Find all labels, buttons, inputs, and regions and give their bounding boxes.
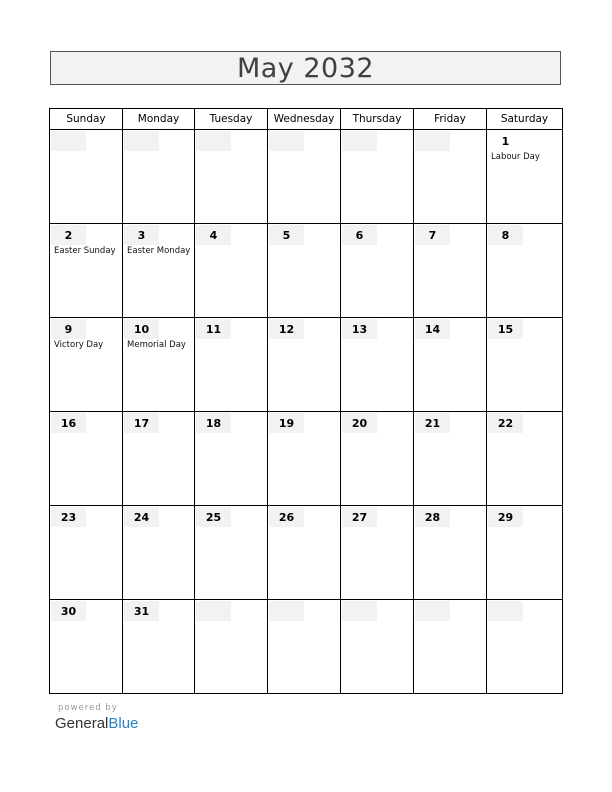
calendar-week-row [50, 412, 563, 506]
day-number: 11 [196, 319, 231, 339]
day-number [342, 131, 377, 151]
day-number: 10 [124, 319, 159, 339]
calendar-week-row [50, 130, 563, 224]
day-number: 18 [196, 413, 231, 433]
weekday-header: Thursday [341, 109, 414, 130]
day-number: 20 [342, 413, 377, 433]
weekday-header: Tuesday [195, 109, 268, 130]
day-number: 16 [51, 413, 86, 433]
day-cell [341, 412, 414, 506]
day-cell [414, 130, 487, 224]
day-number: 5 [269, 225, 304, 245]
day-cell [414, 412, 487, 506]
day-cell [341, 506, 414, 600]
day-number [488, 601, 523, 621]
holiday-label: Easter Monday [127, 246, 191, 256]
day-cell [487, 130, 563, 224]
day-cell [123, 224, 195, 318]
weekday-header: Saturday [487, 109, 563, 130]
weekday-header: Friday [414, 109, 487, 130]
holiday-label: Labour Day [491, 152, 540, 162]
day-cell [195, 224, 268, 318]
calendar-grid [49, 108, 563, 694]
day-number: 27 [342, 507, 377, 527]
day-number: 4 [196, 225, 231, 245]
day-cell [195, 600, 268, 694]
brand-blue: Blue [108, 715, 139, 732]
day-cell [195, 506, 268, 600]
weekday-header: Sunday [50, 109, 123, 130]
weekday-header: Wednesday [268, 109, 341, 130]
day-number: 26 [269, 507, 304, 527]
day-number [196, 131, 231, 151]
holiday-label: Victory Day [54, 340, 104, 350]
day-cell [268, 412, 341, 506]
calendar-week-row [50, 600, 563, 694]
calendar-week-row [50, 506, 563, 600]
holiday-label: Memorial Day [127, 340, 186, 350]
day-number: 7 [415, 225, 450, 245]
day-cell [341, 318, 414, 412]
day-cell [414, 224, 487, 318]
day-number: 2 [51, 225, 86, 245]
day-cell [268, 318, 341, 412]
day-cell [123, 600, 195, 694]
day-number: 9 [51, 319, 86, 339]
day-number: 6 [342, 225, 377, 245]
day-number: 14 [415, 319, 450, 339]
day-cell [487, 600, 563, 694]
day-cell [123, 412, 195, 506]
day-number: 24 [124, 507, 159, 527]
day-number [124, 131, 159, 151]
holiday-label: Easter Sunday [54, 246, 116, 256]
day-number: 31 [124, 601, 159, 621]
day-cell [414, 600, 487, 694]
day-number: 30 [51, 601, 86, 621]
day-cell [123, 130, 195, 224]
day-number: 8 [488, 225, 523, 245]
day-number: 28 [415, 507, 450, 527]
day-number: 21 [415, 413, 450, 433]
day-cell [268, 224, 341, 318]
day-number: 12 [269, 319, 304, 339]
day-cell [195, 412, 268, 506]
day-number: 13 [342, 319, 377, 339]
day-cell [487, 412, 563, 506]
day-cell [50, 600, 123, 694]
day-number: 15 [488, 319, 523, 339]
day-cell [50, 412, 123, 506]
day-number: 1 [501, 134, 510, 148]
day-cell [341, 130, 414, 224]
day-number: 19 [269, 413, 304, 433]
day-number: 23 [51, 507, 86, 527]
day-cell [195, 130, 268, 224]
day-number [269, 131, 304, 151]
day-cell [487, 506, 563, 600]
day-number: 22 [488, 413, 523, 433]
day-number [415, 131, 450, 151]
day-cell [268, 506, 341, 600]
day-cell [487, 224, 563, 318]
day-number [51, 131, 86, 151]
powered-by-text: powered by [58, 703, 118, 713]
day-number [269, 601, 304, 621]
day-number [196, 601, 231, 621]
day-cell [414, 506, 487, 600]
day-cell [50, 318, 123, 412]
calendar-week-row [50, 224, 563, 318]
day-cell [123, 506, 195, 600]
day-cell [487, 318, 563, 412]
day-cell [341, 600, 414, 694]
day-number: 25 [196, 507, 231, 527]
brand-general: General [55, 715, 109, 732]
day-number: 17 [124, 413, 159, 433]
day-cell [195, 318, 268, 412]
day-cell [268, 130, 341, 224]
day-cell [414, 318, 487, 412]
weekday-header-row [50, 109, 563, 130]
calendar-title: May 2032 [50, 51, 561, 85]
weekday-header: Monday [123, 109, 195, 130]
day-number: 3 [124, 225, 159, 245]
day-cell [123, 318, 195, 412]
day-number [342, 601, 377, 621]
day-cell [50, 506, 123, 600]
day-cell [50, 130, 123, 224]
day-number: 29 [488, 507, 523, 527]
day-cell [341, 224, 414, 318]
day-number [415, 601, 450, 621]
day-cell [50, 224, 123, 318]
day-cell [268, 600, 341, 694]
generalblue-logo[interactable] [55, 715, 138, 732]
calendar-week-row [50, 318, 563, 412]
